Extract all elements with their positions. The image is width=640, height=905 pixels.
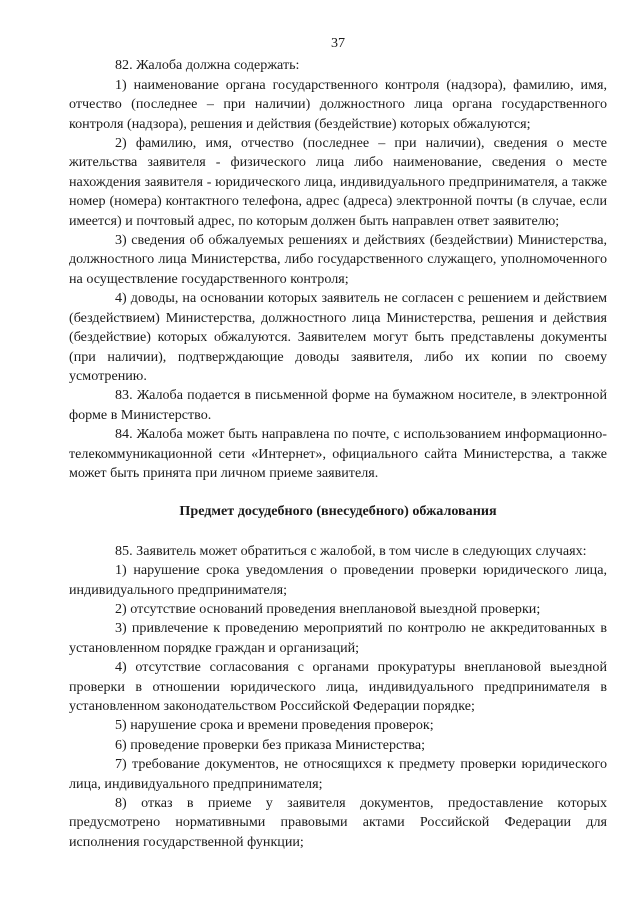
page-number: 37 (330, 35, 346, 51)
paragraph-85-item-8: 8) отказ в приеме у заявителя документов, предоставление которых предусмотрено нормативными правовыми актами Российской Федерации для исполнения государственной функции; (69, 795, 607, 850)
paragraph-85-item-7: 7) требование документов, не относящихся к предмету проверки юридического лица, индивидуального предпринимателя; (69, 756, 607, 792)
paragraph-84: 84. Жалоба может быть направлена по почте, с использованием информационно-телекоммуникационной сети «Интернет», официального сайта Министерства, а также может быть принята при личном приеме заявителя. (69, 426, 607, 481)
paragraph-82-item-1: 1) наименование органа государственного контроля (надзора), фамилию, имя, отчество (последнее – при наличии) должностного лица органа государственного контроля (надзора), решения и действия (бездействие) которых обжалуются; (69, 76, 607, 132)
section-heading: Предмет досудебного (внесудебного) обжалования (179, 503, 497, 520)
paragraph-85-item-6: 6) проведение проверки без приказа Министерства; (115, 736, 426, 753)
paragraph-82-item-2: 2) фамилию, имя, отчество (последнее – при наличии), сведения о месте жительства заявителя - физического лица либо наименование, сведения о месте нахождения заявителя - юридического лица, индивидуального предпринимателя, а также номер (номера) контактного телефона, адрес (адреса) электронной почты (в случае, если имеется) и почтовый адрес, по которым должен быть направлен ответ заявителю; (69, 135, 607, 229)
paragraph-85-item-2: 2) отсутствие оснований проведения внеплановой выездной проверки; (115, 600, 541, 617)
paragraph-85: 85. Заявитель может обратиться с жалобой, в том числе в следующих случаях: (115, 542, 587, 559)
paragraph-85-item-1: 1) нарушение срока уведомления о проведении проверки юридического лица, индивидуального предпринимателя; (69, 562, 607, 598)
paragraph-85-item-4: 4) отсутствие согласования с органами прокуратуры внеплановой выездной проверки в отношении юридического лица, индивидуального предпринимателя в установленном законодательством Российской Федерации порядке; (69, 659, 607, 714)
paragraph-85-item-5: 5) нарушение срока и времени проведения проверок; (115, 717, 434, 734)
appeal-subject-section (69, 542, 607, 853)
paragraph-83: 83. Жалоба подается в письменной форме на бумажном носителе, в электронной форме в Министерство. (69, 387, 607, 423)
complaint-content-section (69, 56, 607, 483)
paragraph-82-item-4: 4) доводы, на основании которых заявитель не согласен с решением и действием (бездействием) Министерства, должностного лица Министерства, решения и действия (бездействие) которых обжалуются. Заявителем могут быть представлены документы (при наличии), подтверждающие доводы заявителя, либо их копии по своему усмотрению. (69, 290, 607, 384)
paragraph-85-item-3: 3) привлечение к проведению мероприятий по контролю не аккредитованных в установленном порядке граждан и организаций; (69, 620, 607, 656)
paragraph-82-item-3: 3) сведения об обжалуемых решениях и действиях (бездействии) Министерства, должностного лица Министерства, либо государственного служащего, уполномоченного на осуществление государственного контроля; (69, 232, 607, 287)
paragraph-82: 82. Жалоба должна содержать: (115, 57, 300, 74)
